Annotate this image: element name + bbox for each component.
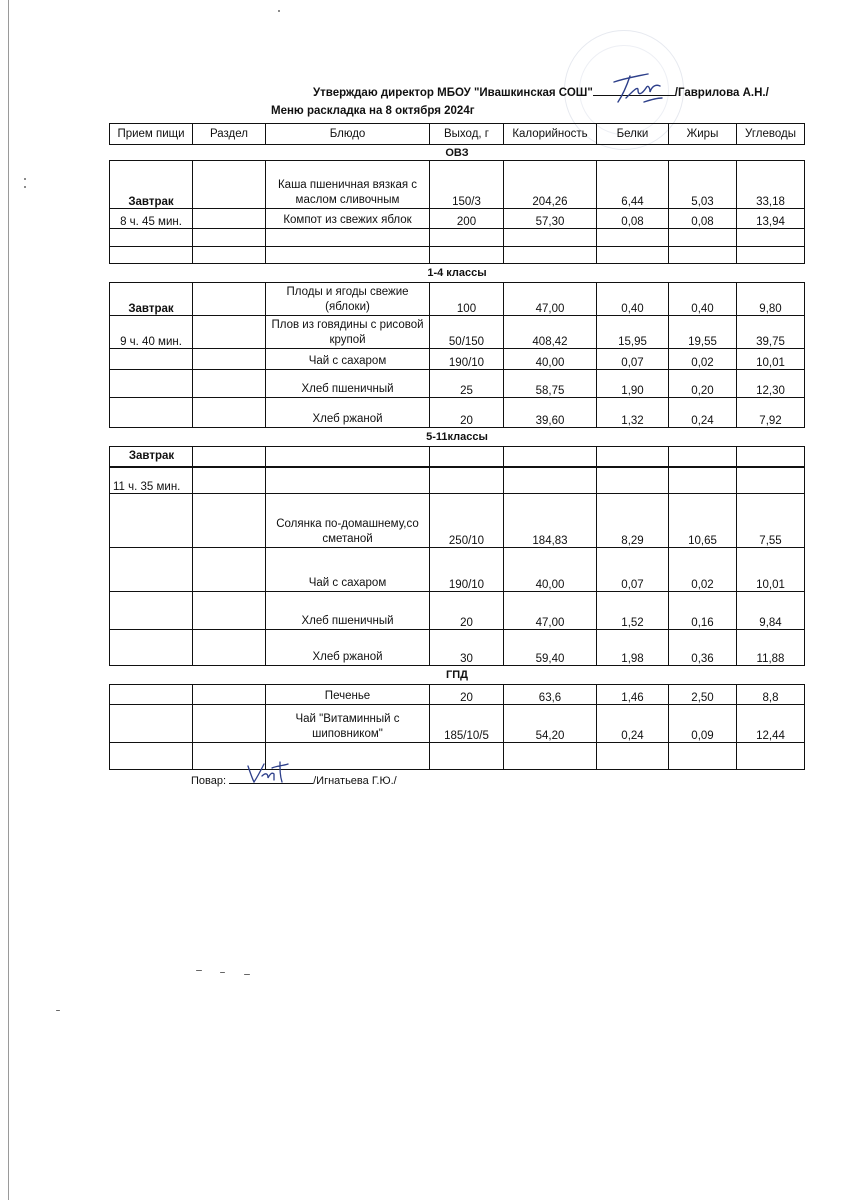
dish-carbs: 10,01: [737, 349, 805, 370]
col-yield: Выход, г: [430, 124, 504, 145]
table-row: [110, 705, 805, 743]
dish-fat: 5,03: [669, 161, 737, 209]
menu-title: Меню раскладка на 8 октября 2024г: [271, 105, 475, 117]
table-header-row: [110, 124, 805, 145]
dish-yield: 190/10: [430, 548, 504, 592]
section-title-row: [110, 264, 805, 283]
dish-protein: 0,07: [597, 349, 669, 370]
dish-name: Хлеб пшеничный: [266, 592, 430, 630]
dish-yield: 190/10: [430, 349, 504, 370]
dish-fat: 2,50: [669, 685, 737, 705]
dish-calories: 40,00: [504, 349, 597, 370]
dish-carbs: 8,8: [737, 685, 805, 705]
table-row: [110, 447, 805, 467]
cook-label: Повар:: [191, 775, 227, 787]
dish-fat: 0,08: [669, 209, 737, 229]
meal-name: Завтрак: [110, 283, 193, 316]
section-title-5-11: 5-11классы: [110, 428, 805, 447]
dish-calories: 39,60: [504, 398, 597, 428]
section-title-row: [110, 145, 805, 161]
dish-calories: 54,20: [504, 705, 597, 743]
director-signature: [604, 68, 668, 108]
meal-time: 8 ч. 45 мин.: [110, 209, 193, 229]
table-row: [110, 283, 805, 316]
approval-line: [313, 84, 769, 99]
dish-protein: 15,95: [597, 316, 669, 349]
dish-fat: 0,09: [669, 705, 737, 743]
dish-fat: 0,02: [669, 349, 737, 370]
section-title-gpd: ГПД: [110, 666, 805, 685]
dish-protein: 0,40: [597, 283, 669, 316]
dish-protein: 0,07: [597, 548, 669, 592]
dish-yield: 50/150: [430, 316, 504, 349]
dish-name: Чай "Витаминный с шиповником": [266, 705, 430, 743]
table-row: [110, 209, 805, 229]
dish-protein: 1,32: [597, 398, 669, 428]
col-meal: Прием пищи: [110, 124, 193, 145]
dish-yield: 30: [430, 630, 504, 666]
dish-protein: 8,29: [597, 494, 669, 548]
section-title-row: [110, 428, 805, 447]
dish-yield: 20: [430, 398, 504, 428]
table-row: [110, 349, 805, 370]
table-row: [110, 370, 805, 398]
dish-yield: 150/3: [430, 161, 504, 209]
dish-name: Солянка по-домашнему,со сметаной: [266, 494, 430, 548]
dish-carbs: 9,84: [737, 592, 805, 630]
approval-text: Утверждаю директор МБОУ "Ивашкинская СОШ": [313, 87, 593, 99]
dish-calories: 57,30: [504, 209, 597, 229]
dish-name: Хлеб пшеничный: [266, 370, 430, 398]
dish-protein: 1,90: [597, 370, 669, 398]
col-carbs: Углеводы: [737, 124, 805, 145]
dish-calories: 63,6: [504, 685, 597, 705]
meal-time: 11 ч. 35 мин.: [110, 467, 193, 494]
dish-carbs: 7,92: [737, 398, 805, 428]
dish-fat: 0,24: [669, 398, 737, 428]
dish-calories: 184,83: [504, 494, 597, 548]
dish-calories: 47,00: [504, 283, 597, 316]
dish-yield: 100: [430, 283, 504, 316]
section-title-ovz: ОВЗ: [110, 145, 805, 161]
section-title-row: [110, 666, 805, 685]
table-row: [110, 467, 805, 494]
col-protein: Белки: [597, 124, 669, 145]
dish-calories: 59,40: [504, 630, 597, 666]
dish-name: Хлеб ржаной: [266, 398, 430, 428]
col-section: Раздел: [193, 124, 266, 145]
table-row: [110, 316, 805, 349]
dish-protein: 0,08: [597, 209, 669, 229]
dish-fat: 10,65: [669, 494, 737, 548]
dish-carbs: 13,94: [737, 209, 805, 229]
empty-row: [110, 743, 805, 770]
dish-fat: 19,55: [669, 316, 737, 349]
dish-carbs: 7,55: [737, 494, 805, 548]
dish-protein: 0,24: [597, 705, 669, 743]
meal-name: Завтрак: [110, 447, 193, 467]
dish-yield: 20: [430, 592, 504, 630]
dish-fat: 0,20: [669, 370, 737, 398]
dish-fat: 0,16: [669, 592, 737, 630]
table-row: [110, 494, 805, 548]
dish-yield: 250/10: [430, 494, 504, 548]
table-row: [110, 548, 805, 592]
dish-protein: 1,98: [597, 630, 669, 666]
empty-row: [110, 229, 805, 247]
dish-yield: 25: [430, 370, 504, 398]
page-edge: [8, 0, 9, 1200]
meal-time: 9 ч. 40 мин.: [110, 316, 193, 349]
table-row: [110, 685, 805, 705]
dish-protein: 6,44: [597, 161, 669, 209]
dish-calories: 58,75: [504, 370, 597, 398]
dish-carbs: 33,18: [737, 161, 805, 209]
section-title-1-4: 1-4 классы: [110, 264, 805, 283]
cook-name: /Игнатьева Г.Ю./: [313, 775, 397, 787]
dish-calories: 40,00: [504, 548, 597, 592]
dish-carbs: 9,80: [737, 283, 805, 316]
dish-name: Печенье: [266, 685, 430, 705]
dish-calories: 204,26: [504, 161, 597, 209]
menu-table: [109, 123, 805, 770]
dish-carbs: 12,30: [737, 370, 805, 398]
col-dish: Блюдо: [266, 124, 430, 145]
dish-name: Чай с сахаром: [266, 349, 430, 370]
dish-calories: 47,00: [504, 592, 597, 630]
meal-name: Завтрак: [110, 161, 193, 209]
dish-name: Чай с сахаром: [266, 548, 430, 592]
dish-carbs: 10,01: [737, 548, 805, 592]
dish-name: Хлеб ржаной: [266, 630, 430, 666]
dish-name: Каша пшеничная вязкая с маслом сливочным: [266, 161, 430, 209]
table-row: [110, 630, 805, 666]
dish-yield: 20: [430, 685, 504, 705]
col-fat: Жиры: [669, 124, 737, 145]
dish-calories: 408,42: [504, 316, 597, 349]
empty-row: [110, 247, 805, 264]
col-calories: Калорийность: [504, 124, 597, 145]
table-row: [110, 592, 805, 630]
table-row: [110, 161, 805, 209]
dish-name: Компот из свежих яблок: [266, 209, 430, 229]
dish-yield: 200: [430, 209, 504, 229]
cook-signature: [244, 758, 300, 786]
dish-protein: 1,46: [597, 685, 669, 705]
dish-name: Плов из говядины с рисовой крупой: [266, 316, 430, 349]
dish-name: Плоды и ягоды свежие (яблоки): [266, 283, 430, 316]
dish-fat: 0,36: [669, 630, 737, 666]
dish-protein: 1,52: [597, 592, 669, 630]
dish-fat: 0,40: [669, 283, 737, 316]
director-name: /Гаврилова А.Н./: [674, 87, 769, 99]
table-row: [110, 398, 805, 428]
dish-carbs: 12,44: [737, 705, 805, 743]
dish-yield: 185/10/5: [430, 705, 504, 743]
dish-carbs: 11,88: [737, 630, 805, 666]
dish-fat: 0,02: [669, 548, 737, 592]
dish-carbs: 39,75: [737, 316, 805, 349]
